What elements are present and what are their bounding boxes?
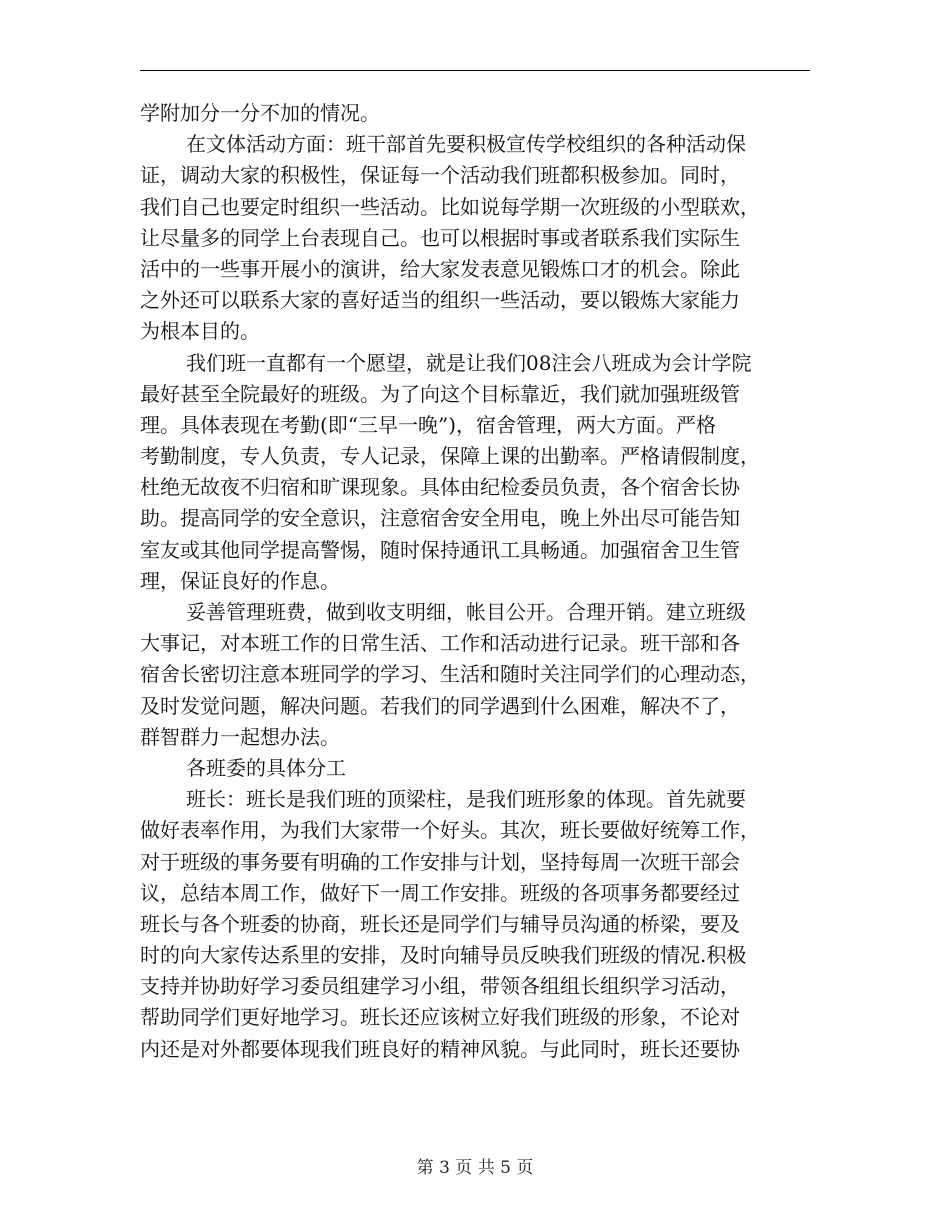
text-line: 群智群力一起想办法。 [140, 724, 340, 749]
text-line: 学附加分一分不加的情况。 [140, 101, 380, 125]
text-line: 最好甚至全院最好的班级。为了向这个目标靠近，我们就加强班级管 [140, 381, 740, 406]
text-line: 证，调动大家的积极性，保证每一个活动我们班都积极参加。同时， [140, 163, 740, 188]
page-footer: 第 3 页 共 5 页 [416, 1158, 534, 1178]
text-line: 之外还可以联系大家的喜好适当的组织一些活动，要以锻炼大家能力 [140, 288, 740, 313]
text-line: 做好表率作用，为我们大家带一个好头。其次，班长要做好统筹工作， [140, 818, 760, 843]
text-line: 大事记，对本班工作的日常生活、工作和活动进行记录。班干部和各 [140, 631, 740, 656]
text-line: 助。提高同学的安全意识，注意宿舍安全用电，晚上外出尽可能告知 [140, 506, 740, 531]
text-line: 在文体活动方面：班干部首先要积极宣传学校组织的各种活动保 [186, 132, 746, 157]
text-line: 支持并协助好学习委员组建学习小组，带领各组组长组织学习活动， [140, 974, 740, 999]
text-line: 帮助同学们更好地学习。班长还应该树立好我们班级的形象，不论对 [140, 1005, 740, 1030]
text-line: 宿舍长密切注意本班同学的学习、生活和随时关注同学们的心理动态， [140, 662, 760, 687]
text-line: 及时发觉问题，解决问题。若我们的同学遇到什么困难，解决不了， [140, 693, 740, 718]
text-line: 妥善管理班费，做到收支明细，帐目公开。合理开销。建立班级 [186, 600, 746, 624]
text-line: 室友或其他同学提高警惕，随时保持通讯工具畅通。加强宿舍卫生管 [140, 537, 740, 562]
text-line: 活中的一些事开展小的演讲，给大家发表意见锻炼口才的机会。除此 [140, 256, 740, 281]
text-line: 理。具体表现在考勤(即“三早一晚”)，宿舍管理，两大方面。严格 [140, 412, 717, 437]
text-line: 议，总结本周工作，做好下一周工作安排。班级的各项事务都要经过 [140, 880, 740, 905]
text-line: 我们自己也要定时组织一些活动。比如说每学期一次班级的小型联欢， [140, 194, 760, 219]
text-line: 班长与各个班委的协商，班长还是同学们与辅导员沟通的桥梁，要及 [140, 911, 740, 936]
text-line: 为根本目的。 [140, 319, 260, 344]
text-line: 让尽量多的同学上台表现自己。也可以根据时事或者联系我们实际生 [140, 225, 740, 250]
text-line: 考勤制度，专人负责，专人记录，保障上课的出勤率。严格请假制度， [140, 444, 760, 469]
text-line: 我们班一直都有一个愿望，就是让我们08注会八班成为会计学院 [186, 350, 752, 375]
text-line: 内还是对外都要体现我们班良好的精神风貌。与此同时，班长还要协 [140, 1036, 740, 1061]
text-line: 理，保证良好的作息。 [140, 568, 340, 593]
text-line: 杜绝无故夜不归宿和旷课现象。具体由纪检委员负责，各个宿舍长协 [140, 475, 740, 500]
text-line: 对于班级的事务要有明确的工作安排与计划，坚持每周一次班干部会 [140, 849, 740, 874]
page-body [140, 98, 812, 1065]
text-line: 班长：班长是我们班的顶梁柱，是我们班形象的体现。首先就要 [186, 787, 746, 812]
header-rule [140, 70, 810, 71]
text-line: 各班委的具体分工 [186, 755, 346, 780]
text-line: 时的向大家传达系里的安排，及时向辅导员反映我们班级的情况.积极 [140, 943, 747, 968]
